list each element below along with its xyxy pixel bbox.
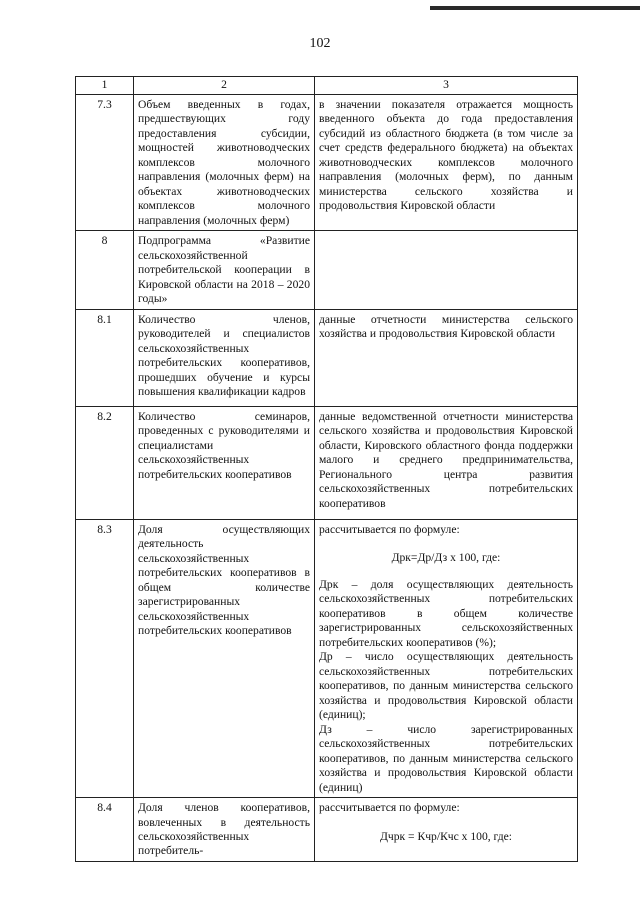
indicator-source: данные отчетности министерства сельского хозяйства и продовольствия Кировской области <box>315 309 578 406</box>
header-col-1: 1 <box>76 77 134 95</box>
indicator-source <box>315 231 578 309</box>
formula-intro: рассчитывается по формуле: <box>319 801 460 815</box>
indicator-source <box>315 519 578 797</box>
indicator-name: Подпрограмма «Развитие сельскохозяйственной потребительской кооперации в Кировской области на 2018 – 2020 годы» <box>134 231 315 309</box>
indicator-source <box>315 798 578 862</box>
indicator-name: Доля членов кооперативов, вовлеченных в деятельность сельскохозяйственных потребитель- <box>134 798 315 862</box>
table-row <box>76 406 578 519</box>
row-number: 8.1 <box>76 309 134 406</box>
indicator-name: Доля осуществляющих деятельность сельскохозяйственных потребительских кооперативов в общем количестве зарегистрированных сельскохозяйственных потребительских кооперативов <box>134 519 315 797</box>
formula-intro: рассчитывается по формуле: <box>319 522 460 536</box>
table-row <box>76 95 578 231</box>
row-number: 8.3 <box>76 519 134 797</box>
indicator-table <box>75 76 578 862</box>
indicator-source: в значении показателя отражается мощность введенного объекта до года предоставления субсидий из областного бюджета (в том числе за счет средств федерального бюджета) на объектах животноводческих комплексов молочного направления (молочных ферм), по данным министерства сельского хозяйства и продовольствия Кировской области <box>315 95 578 231</box>
row-number: 8.2 <box>76 406 134 519</box>
formula: Дчрк = Кчр/Кчс х 100, где: <box>379 829 513 843</box>
table-row <box>76 231 578 309</box>
row-number: 8 <box>76 231 134 309</box>
formula-definition: Дз – число зарегистрированных сельскохозяйственных потребительских кооперативов, по данным министерства сельского хозяйства и продовольствия Кировской области (единиц) <box>319 722 573 794</box>
table-row <box>76 309 578 406</box>
row-number: 7.3 <box>76 95 134 231</box>
formula-definition: Др – число осуществляющих деятельность сельскохозяйственных потребительских кооперативов, по данным министерства сельского хозяйства и продовольствия Кировской области (единиц); <box>319 650 573 722</box>
table-row <box>76 519 578 797</box>
formula-definition: Дрк – доля осуществляющих деятельность сельскохозяйственных потребительских кооперативов в общем количестве зарегистрированных сельскохозяйственных потребительских кооперативов (%); <box>319 577 573 649</box>
header-col-3: 3 <box>315 77 578 95</box>
formula: Дрк=Др/Дз х 100, где: <box>391 551 501 565</box>
row-number: 8.4 <box>76 798 134 862</box>
indicator-name: Количество членов, руководителей и специалистов сельскохозяйственных потребительских кооперативов, прошедших обучение и курсы повышения квалификации кадров <box>134 309 315 406</box>
scan-edge-mark <box>430 6 640 10</box>
table-row <box>76 798 578 862</box>
table-header-row <box>76 77 578 95</box>
indicator-name: Количество семинаров, проведенных с руководителями и специалистами сельскохозяйственных потребительских кооперативов <box>134 406 315 519</box>
indicator-name: Объем введенных в годах, предшествующих году предоставления субсидии, мощностей животноводческих комплексов молочного направления (молочных ферм) на объектах животноводческих комплексов молочного направления (молочных ферм) <box>134 95 315 231</box>
indicator-source: данные ведомственной отчетности министерства сельского хозяйства и продовольствия Кировской области, Кировского областного фонда поддержки малого и среднего предпринимательства, Регионального центра развития сельскохозяйственных потребительских кооперативов <box>315 406 578 519</box>
page-number: 102 <box>309 36 331 51</box>
header-col-2: 2 <box>134 77 315 95</box>
